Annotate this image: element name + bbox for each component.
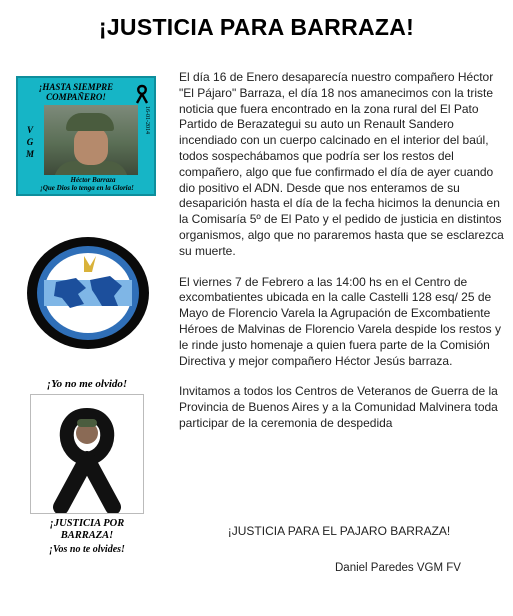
- memorial-heading-line2: COMPAÑERO!: [46, 92, 106, 102]
- seal-graphic: [26, 236, 150, 350]
- memorial-side-label: V G M: [25, 125, 34, 159]
- paragraph: El día 16 de Enero desaparecía nuestro compañero Héctor "El Pájaro" Barraza, el día 18 nos amanecimos con la triste noticia que fuera encontrado en la zona rural del El Pato Partido de Berazategui su auto un Renault Sandero incendiado con un cuerpo calcinado en el interior del baúl, todos sospechábamos que podría ser los restos del compañero, algo que fue confirmado el día de ayer cuando dio positivo el ADN. Desde que nos enteramos de su desaparición hasta el día de la fecha hicimos la denuncia en la Comisaría 5º de El Pato y el pedido de justicia en distintos organismos, algo que no pararemos hasta que se esclarezca su muerte.: [179, 70, 504, 258]
- announcement-body: [179, 70, 509, 447]
- poster-bottom-text: ¡Vos no te olvides!: [49, 544, 125, 555]
- paragraph: Invitamos a todos los Centros de Veteranos de Guerra de la Provincia de Buenos Aires y a la Comunidad Malvinera toda participar de la ceremonia de despedida: [179, 384, 498, 430]
- memorial-photo-card: [16, 76, 156, 196]
- veterans-seal: [26, 236, 150, 350]
- memorial-name: Héctor Barraza: [70, 176, 116, 184]
- soldier-photo: [44, 105, 138, 175]
- poster-ribbon-frame: [30, 394, 144, 514]
- poster-justice-text: ¡JUSTICIA POR BARRAZA!: [49, 518, 125, 541]
- memorial-date: 16-01-2014: [144, 106, 150, 134]
- paragraph: El viernes 7 de Febrero a las 14:00 hs en el Centro de excombatientes ubicada en la calle Castelli 128 esq/ 25 de Mayo de Florencio Varela la Agrupación de Excombatiente Héroes de Malvinas de Florencio Varela despide los restos y le rinde justo homenaje a quien fuera parte de la Comisión Directiva y mejor compañero Héctor Jesús barraza.: [179, 274, 501, 368]
- black-ribbon-icon: [31, 395, 143, 513]
- memorial-heading-line1: ¡HASTA SIEMPRE: [38, 82, 114, 92]
- memorial-bottom-text: ¡Que Dios lo tenga en la Gloria!: [40, 184, 134, 192]
- poster-top-text: ¡Yo no me olvido!: [46, 378, 128, 390]
- mourning-ribbon-icon: [134, 84, 150, 104]
- signature: Daniel Paredes VGM FV: [335, 562, 461, 574]
- memorial-heading: [26, 82, 126, 102]
- remembrance-poster: [18, 378, 156, 560]
- page-title: ¡JUSTICIA PARA BARRAZA!: [98, 14, 415, 40]
- closing-slogan: ¡JUSTICIA PARA EL PAJARO BARRAZA!: [227, 524, 451, 538]
